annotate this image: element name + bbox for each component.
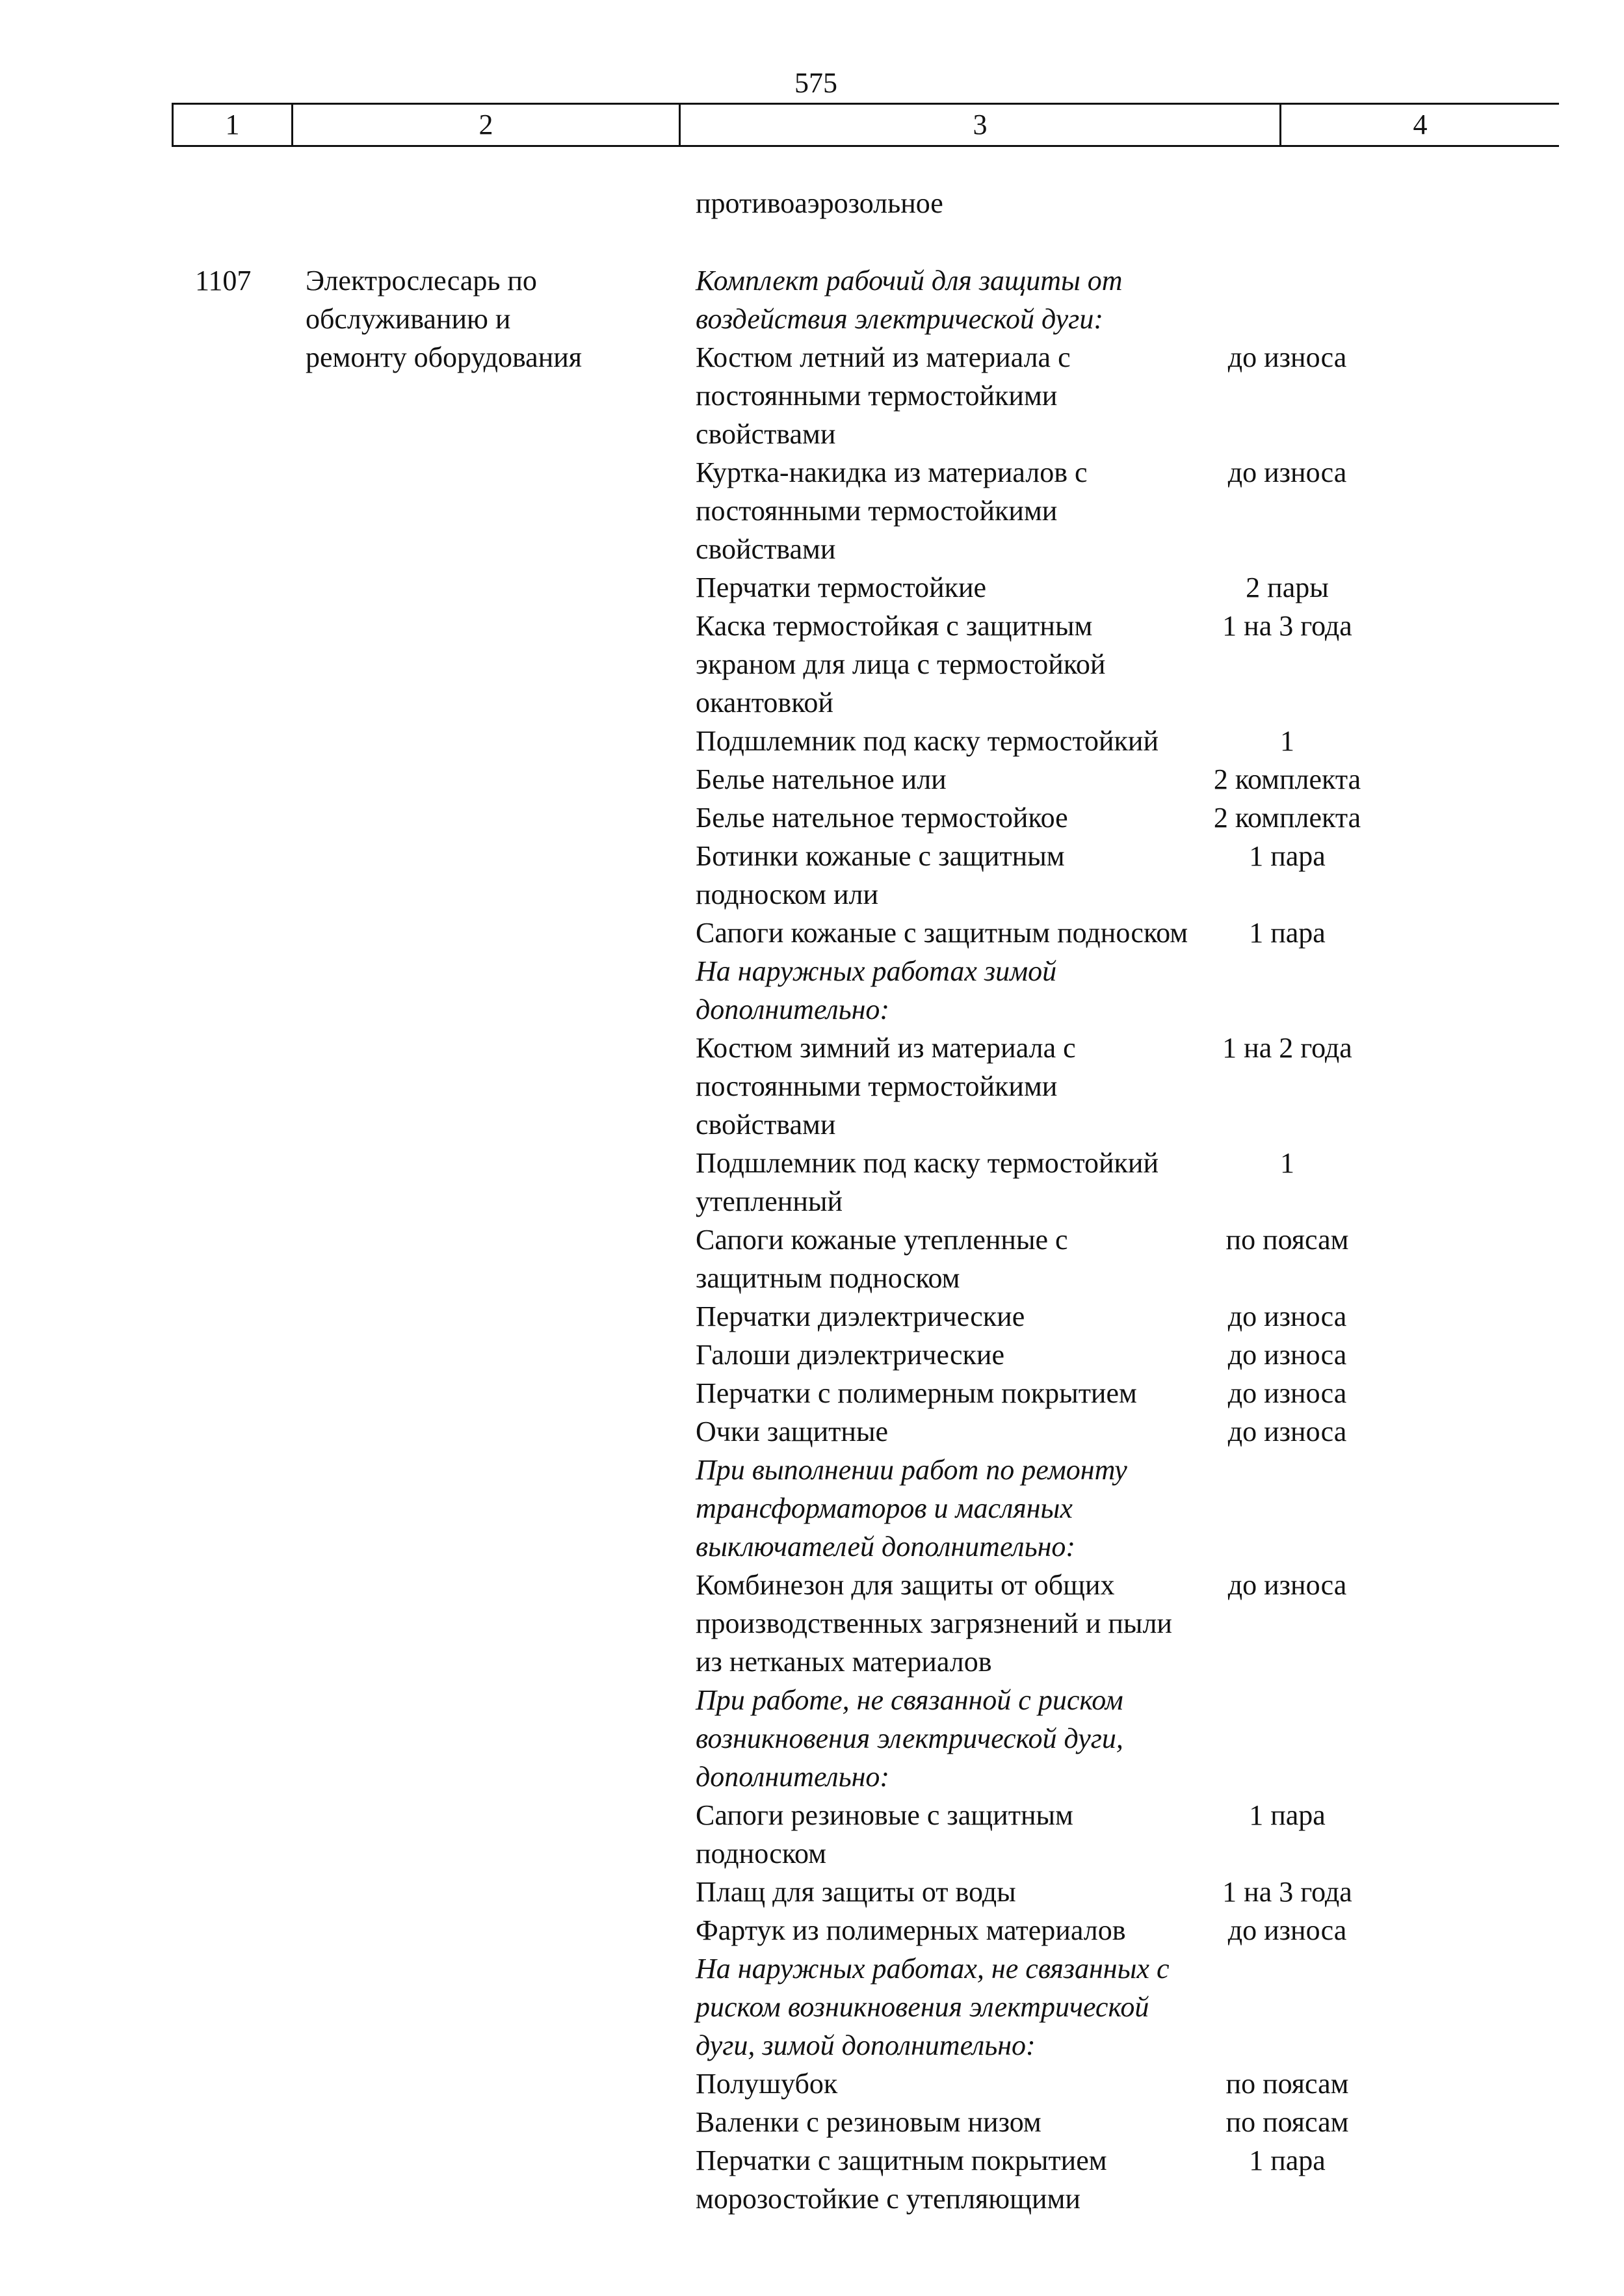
item-norm: по поясам [1225, 2106, 1349, 2138]
page-number: 575 [794, 67, 837, 99]
item-text-line: окантовкой [696, 687, 833, 719]
item-text-line: Сапоги резиновые с защитным [696, 1799, 1073, 1831]
item-text-line: постоянными термостойкими [696, 380, 1058, 412]
item-norm: 1 пара [1249, 1799, 1326, 1831]
table-header-row [172, 103, 1559, 147]
item-norm: 1 пара [1249, 2144, 1326, 2176]
item-text-line: Костюм зимний из материала с [696, 1032, 1076, 1064]
section-heading-line: трансформаторов и масляных [696, 1492, 1073, 1524]
item-norm: 1 на 2 года [1222, 1032, 1352, 1064]
item-text-line: свойствами [696, 1109, 836, 1141]
item-text-line: Подшлемник под каску термостойкий [696, 725, 1159, 757]
item-text-line: Ботинки кожаные с защитным [696, 840, 1065, 872]
item-text-line: Костюм летний из материала с [696, 341, 1071, 373]
entry-number: 1107 [195, 265, 252, 297]
section-heading-line: выключателей дополнительно: [696, 1531, 1076, 1563]
item-norm: 1 [1280, 1147, 1294, 1179]
header-cell-2: 2 [291, 105, 679, 145]
item-text-line: Сапоги кожаные с защитным подноском [696, 917, 1188, 949]
item-text-line: Каска термостойкая с защитным [696, 610, 1093, 642]
section-heading-line: воздействия электрической дуги: [696, 303, 1103, 335]
item-norm: до износа [1227, 456, 1347, 488]
item-text-line: Перчатки с защитным покрытием [696, 2144, 1107, 2176]
item-norm: 1 [1280, 725, 1294, 757]
carryover-text: противоаэрозольное [696, 187, 943, 219]
section-heading-line: возникновения электрической дуги, [696, 1722, 1123, 1754]
item-text-line: Валенки с резиновым низом [696, 2106, 1041, 2138]
item-text-line: производственных загрязнений и пыли [696, 1607, 1172, 1639]
section-heading-line: дуги, зимой дополнительно: [696, 2029, 1036, 2061]
item-norm: до износа [1227, 341, 1347, 373]
item-norm: 1 пара [1249, 840, 1326, 872]
item-norm: по поясам [1225, 2068, 1349, 2100]
header-cell-3: 3 [679, 105, 1279, 145]
section-heading-line: Комплект рабочий для защиты от [696, 265, 1123, 297]
item-norm: по поясам [1225, 1224, 1349, 1256]
item-text-line: Сапоги кожаные утепленные с [696, 1224, 1068, 1256]
section-heading-line: риском возникновения электрической [696, 1991, 1149, 2023]
section-heading-line: дополнительно: [696, 994, 890, 1025]
item-text-line: Белье нательное или [696, 763, 947, 795]
item-norm: 2 пары [1246, 572, 1329, 603]
item-text-line: Белье нательное термостойкое [696, 802, 1068, 834]
item-text-line: из нетканых материалов [696, 1646, 992, 1678]
item-norm: 2 комплекта [1213, 763, 1361, 795]
profession-line: Электрослесарь по [306, 265, 537, 297]
item-text-line: постоянными термостойкими [696, 495, 1058, 527]
item-norm: 1 на 3 года [1222, 610, 1352, 642]
item-norm: до износа [1227, 1339, 1347, 1371]
item-text-line: постоянными термостойкими [696, 1070, 1058, 1102]
header-cell-1: 1 [172, 105, 291, 145]
item-text-line: подноском [696, 1838, 826, 1869]
item-text-line: Галоши диэлектрические [696, 1339, 1004, 1371]
section-heading-line: На наружных работах, не связанных с [696, 1953, 1170, 1985]
item-text-line: Перчатки с полимерным покрытием [696, 1377, 1137, 1409]
item-text-line: Перчатки диэлектрические [696, 1300, 1025, 1332]
item-text-line: Куртка-накидка из материалов с [696, 456, 1088, 488]
item-text-line: Плащ для защиты от воды [696, 1876, 1016, 1908]
item-text-line: Фартук из полимерных материалов [696, 1914, 1126, 1946]
item-norm: до износа [1227, 1416, 1347, 1447]
section-heading-line: дополнительно: [696, 1761, 890, 1793]
header-cell-4: 4 [1279, 105, 1559, 145]
item-text-line: Очки защитные [696, 1416, 889, 1447]
item-text-line: свойствами [696, 533, 836, 565]
item-norm: до износа [1227, 1914, 1347, 1946]
profession-line: обслуживанию и [306, 303, 511, 335]
profession-line: ремонту оборудования [306, 341, 583, 373]
item-norm: до износа [1227, 1569, 1347, 1601]
section-heading-line: При выполнении работ по ремонту [696, 1454, 1127, 1486]
item-text-line: морозостойкие с утепляющими [696, 2183, 1080, 2215]
item-text-line: Перчатки термостойкие [696, 572, 987, 603]
item-text-line: защитным подноском [696, 1262, 960, 1294]
item-norm: до износа [1227, 1377, 1347, 1409]
item-text-line: Полушубок [696, 2068, 838, 2100]
item-text-line: Комбинезон для защиты от общих [696, 1569, 1115, 1601]
item-norm: 2 комплекта [1213, 802, 1361, 834]
section-heading-line: На наружных работах зимой [696, 955, 1057, 987]
item-text-line: экраном для лица с термостойкой [696, 648, 1106, 680]
item-norm: 1 пара [1249, 917, 1326, 949]
item-text-line: Подшлемник под каску термостойкий [696, 1147, 1159, 1179]
item-text-line: утепленный [696, 1185, 843, 1217]
item-text-line: свойствами [696, 418, 836, 450]
item-norm: до износа [1227, 1300, 1347, 1332]
item-text-line: подноском или [696, 878, 879, 910]
item-norm: 1 на 3 года [1222, 1876, 1352, 1908]
section-heading-line: При работе, не связанной с риском [696, 1684, 1123, 1716]
